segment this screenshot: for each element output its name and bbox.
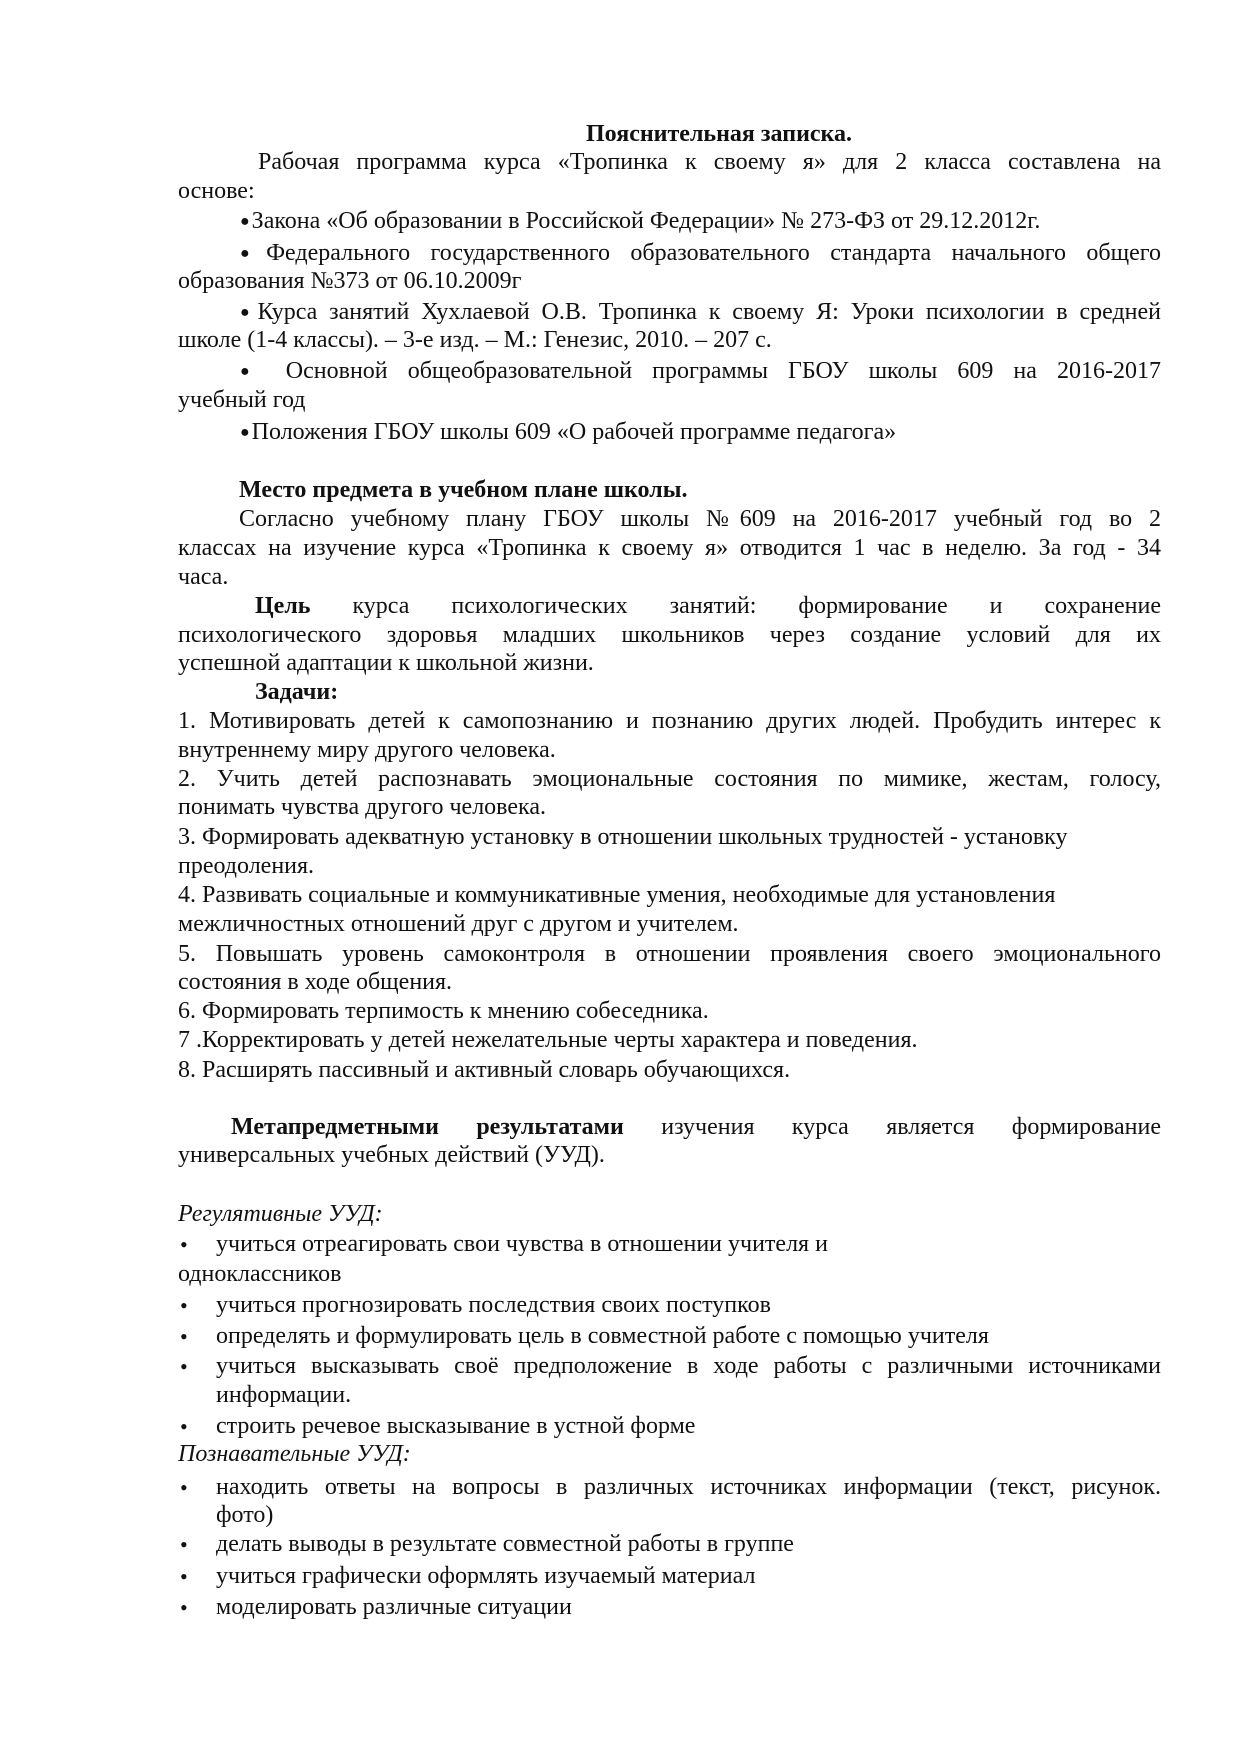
- bullet-icon: ●: [240, 363, 264, 380]
- task-line: 1. Мотивировать детей к самопознанию и познанию других людей. Пробудить интерес к: [178, 708, 1161, 734]
- task-line: 6. Формировать терпимость к мнению собеседника.: [178, 998, 709, 1024]
- regulative-item: строить речевое высказывание в устной форме: [216, 1413, 696, 1439]
- basis-text: Курса занятий Хухлаевой О.В. Тропинка к своему Я: Уроки психологии в средней: [257, 299, 1161, 325]
- bullet-icon: ●: [240, 424, 250, 441]
- task-line: 4. Развивать социальные и коммуникативные умения, необходимые для установления: [178, 882, 1056, 908]
- regulative-item: определять и формулировать цель в совместной работе с помощью учителя: [216, 1323, 989, 1349]
- cognitive-item: делать выводы в результате совместной работы в группе: [216, 1531, 794, 1557]
- intro-line: основе:: [178, 178, 255, 204]
- regulative-item: учиться прогнозировать последствия своих поступков: [216, 1292, 771, 1318]
- basis-text: Закона «Об образовании в Российской Федерации» № 273-ФЗ от 29.12.2012г.: [251, 208, 1041, 234]
- basis-text: Федерального государственного образовательного стандарта начального общего: [266, 240, 1161, 266]
- basis-text: Положения ГБОУ школы 609 «О рабочей программе педагога»: [251, 419, 897, 445]
- task-line: межличностных отношений друг с другом и учителем.: [178, 911, 739, 937]
- task-line: внутреннему миру другого человека.: [178, 737, 556, 763]
- task-line: преодоления.: [178, 853, 315, 879]
- task-line: 5. Повышать уровень самоконтроля в отношении проявления своего эмоционального: [178, 941, 1161, 967]
- task-line: 2. Учить детей распознавать эмоциональные состояния по мимике, жестам, голосу,: [178, 766, 1161, 792]
- cognitive-item-line: фото): [216, 1502, 274, 1528]
- meta-line: [231, 1113, 1161, 1142]
- cognitive-item: находить ответы на вопросы в различных источниках информации (текст, рисунок.: [216, 1474, 1161, 1500]
- task-line: понимать чувства другого человека.: [178, 794, 546, 820]
- basis-line: образования №373 от 06.10.2009г: [178, 268, 522, 294]
- place-line: часа.: [178, 564, 229, 590]
- task-line: 3. Формировать адекватную установку в отношении школьных трудностей - установку: [178, 824, 1068, 850]
- basis-text: Основной общеобразовательной программы ГБОУ школы 609 на 2016-2017: [265, 358, 1161, 384]
- bullet-icon: ●: [240, 213, 250, 230]
- goal-line: психологического здоровья младших школьников через создание условий для их: [178, 622, 1161, 648]
- section-heading-tasks: Задачи:: [255, 679, 339, 705]
- place-line: классах на изучение курса «Тропинка к своему я» отводится 1 час в неделю. За год - 34: [178, 535, 1161, 561]
- goal-line: успешной адаптации к школьной жизни.: [178, 650, 594, 676]
- section-heading-place: Место предмета в учебном плане школы.: [239, 477, 688, 503]
- basis-line: учебный год: [178, 387, 306, 413]
- task-line: 8. Расширять пассивный и активный словарь обучающихся.: [178, 1057, 791, 1083]
- task-line: состояния в ходе общения.: [178, 969, 453, 995]
- meta-line: универсальных учебных действий (УУД).: [178, 1142, 605, 1168]
- basis-item: [240, 207, 1161, 236]
- cognitive-item: учиться графически оформлять изучаемый материал: [216, 1563, 756, 1589]
- basis-item: [240, 298, 1161, 327]
- bullet-icon: •: [180, 1414, 188, 1439]
- bullet-icon: •: [180, 1293, 188, 1318]
- meta-text: изучения курса является формирование: [623, 1114, 1161, 1140]
- cognitive-item: моделировать различные ситуации: [216, 1594, 572, 1620]
- regulative-item-line: информации.: [216, 1382, 352, 1408]
- goal-label: Цель: [255, 593, 311, 619]
- basis-item: [240, 357, 1161, 386]
- regulative-heading: Регулятивные УУД:: [178, 1201, 383, 1227]
- regulative-item: учиться отреагировать свои чувства в отношении учителя и: [216, 1231, 828, 1257]
- cognitive-heading: Познавательные УУД:: [178, 1441, 411, 1467]
- basis-line: школе (1-4 классы). – 3-е изд. – М.: Генезис, 2010. – 207 с.: [178, 327, 772, 353]
- bullet-icon: •: [180, 1232, 188, 1257]
- bullet-icon: •: [180, 1324, 188, 1349]
- meta-label: Метапредметными результатами: [231, 1114, 624, 1140]
- bullet-icon: •: [180, 1532, 188, 1557]
- task-line: 7 .Корректировать у детей нежелательные черты характера и поведения.: [178, 1027, 918, 1053]
- bullet-icon: •: [180, 1354, 188, 1379]
- basis-item: [240, 418, 1161, 447]
- bullet-icon: ●: [240, 304, 256, 321]
- bullet-icon: ●: [240, 245, 265, 262]
- bullet-icon: •: [180, 1564, 188, 1589]
- page-title: Пояснительная записка.: [586, 121, 853, 147]
- intro-line: Рабочая программа курса «Тропинка к своему я» для 2 класса составлена на: [258, 149, 1161, 175]
- basis-item: [240, 239, 1161, 268]
- place-line: Согласно учебному плану ГБОУ школы №609 на 2016-2017 учебный год во 2: [239, 506, 1161, 532]
- goal-line: [255, 592, 1161, 621]
- bullet-icon: •: [180, 1595, 188, 1620]
- bullet-icon: •: [180, 1475, 188, 1500]
- regulative-item: учиться высказывать своё предположение в ходе работы с различными источниками: [216, 1353, 1161, 1379]
- goal-text: курса психологических занятий: формирование и сохранение: [310, 593, 1161, 619]
- regulative-item-line: одноклассников: [178, 1261, 342, 1287]
